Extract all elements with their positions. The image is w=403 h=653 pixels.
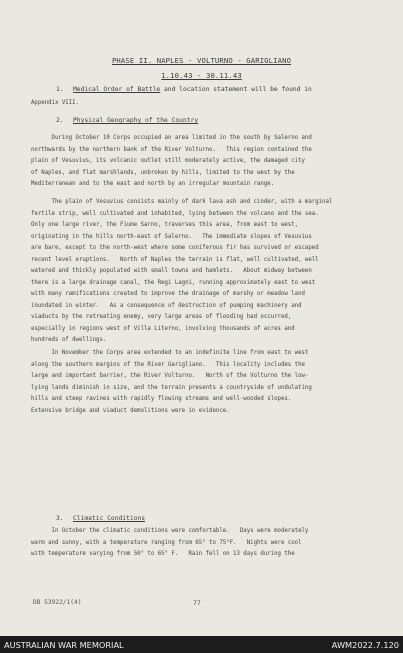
section-2-paragraph-1: During October 10 Corps occupied an area limited in the south by Salerno and northwards by the northern bank of the River Volturno. This region contained the plain of Vesuvius, its volcanic outlet still moderately active, the damaged city of Naples, and flat marshlands, unbroken by hills, limited to the west by the Mediterranean and to the east and north by an irregular mountain range. bbox=[31, 135, 312, 187]
section-2-title: Physical Geography of the Country bbox=[73, 117, 199, 124]
document-reference: DB 53922/1(4) bbox=[33, 599, 82, 606]
section-3-paragraph-1: In October the climatic conditions were comfortable. Days were moderately warm and sunny, with a temperature ranging from 65° to 75°F. Nights were cool with temperature varying from 50° to 65° F. Rain fell on 13 days during the bbox=[31, 528, 309, 557]
page-number: 77 bbox=[193, 599, 201, 607]
section-2-heading bbox=[56, 117, 198, 124]
phase-title: PHASE II. NAPLES - VOLTURNO - GARIGLIANO bbox=[111, 56, 292, 65]
section-1-title: Medical Order of Battle bbox=[73, 86, 161, 93]
section-3-number: 3. bbox=[56, 515, 64, 522]
section-1-continuation: Appendix VIII. bbox=[31, 100, 79, 106]
section-3-heading bbox=[56, 515, 145, 522]
section-3-title: Climatic Conditions bbox=[73, 515, 146, 522]
section-1-heading bbox=[56, 86, 312, 93]
section-2-number: 2. bbox=[56, 117, 64, 124]
section-1-text: and location statement will be found in bbox=[160, 86, 312, 93]
section-2-paragraph-3: In November the Corps area extended to an indefinite line from east to west along the southern margins of the River Garigliano. This locality includes the large and important barrier, the River Volturno. North of the Volturno the low- lying lands diminish in size, and the terrain presents a countryside of undulating hills and steep ravines with rapidly flowing streams and well-wooded slopes. Extensive bridge and viaduct demolitions were in evidence. bbox=[31, 350, 312, 414]
archive-id: AWM2022.7.120 bbox=[331, 640, 399, 650]
archive-footer bbox=[0, 636, 403, 653]
date-range: 1.10.43 - 30.11.43 bbox=[161, 71, 242, 80]
section-2-paragraph-2: The plain of Vesuvius consists mainly of dark lava ash and cinder, with a marginal fertile strip, well cultivated and inhabited, lying between the volcano and the sea. Only one large river, the Fiume Sarno, traverses this area, from east to west, originating in the hills north-east of Salerno. The immediate slopes of Vesuvius are bare, except to the north-west where some coniferous fir has survived or escaped recent level eruptions. North of Naples the terrain is flat, well cultivated, well watered and thickly populated with small towns and hamlets. About midway between there is a large drainage canal, the Regi Lagni, running approximately east to west with many ramifications created to improve the drainage of marshy or meadow land inundated in winter. As a consequence of destruction of pumping machinery and viaducts by the retreating enemy, very large areas of flooding had occurred, especially in regions west of Villa Literno, involving thousands of acres and hundreds of dwellings. bbox=[31, 199, 333, 343]
archive-name: AUSTRALIAN WAR MEMORIAL bbox=[4, 640, 124, 650]
section-1-number: 1. bbox=[56, 86, 64, 93]
